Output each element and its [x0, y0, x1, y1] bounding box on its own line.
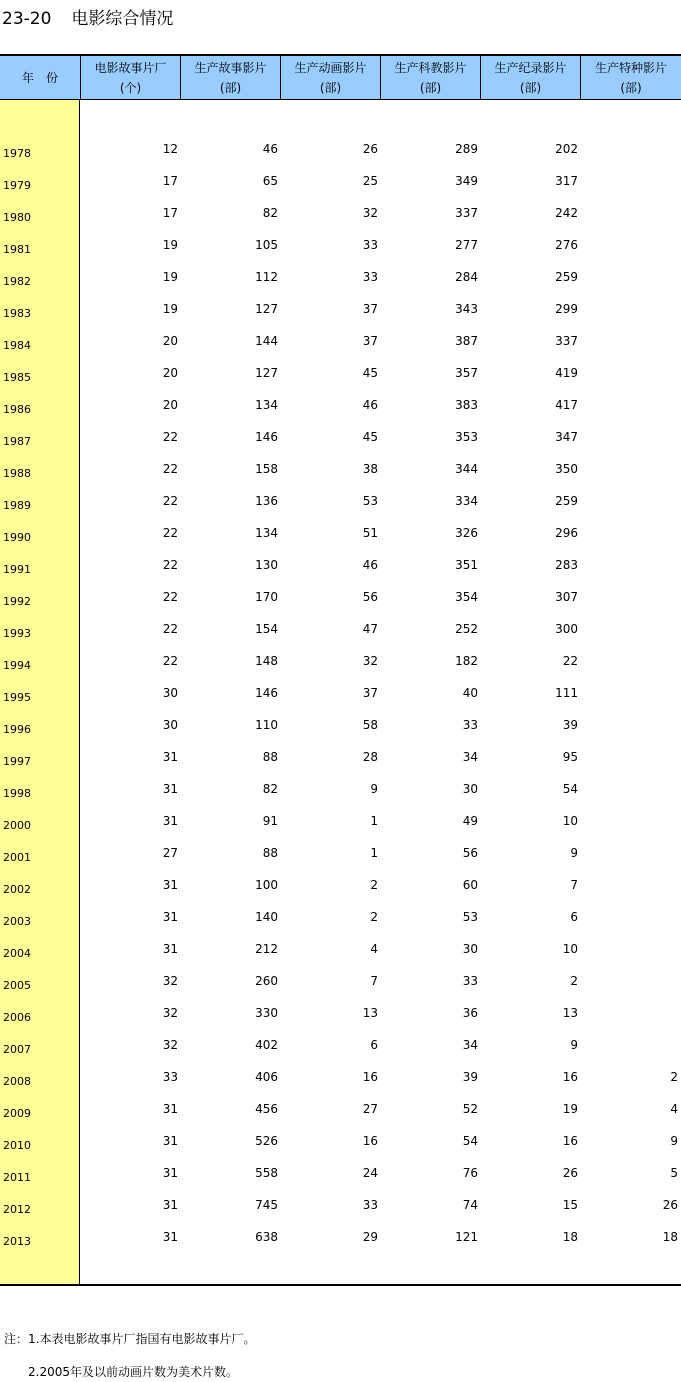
- table-row: [0, 653, 681, 685]
- value-cell: 29: [362, 1230, 378, 1244]
- year-cell: 1984: [3, 339, 31, 352]
- value-cell: 30: [162, 686, 178, 700]
- value-cell: 32: [162, 1038, 178, 1052]
- value-cell: 47: [362, 622, 378, 636]
- value-cell: 32: [162, 974, 178, 988]
- value-cell: 22: [162, 558, 178, 572]
- year-cell: 1986: [3, 403, 31, 416]
- year-cell: 1981: [3, 243, 31, 256]
- value-cell: 10: [562, 814, 578, 828]
- table-row: [0, 909, 681, 941]
- column-header: [80, 56, 180, 100]
- value-cell: 259: [555, 270, 578, 284]
- value-cell: 100: [255, 878, 278, 892]
- value-cell: 317: [555, 174, 578, 188]
- value-cell: 9: [570, 846, 578, 860]
- year-cell: 2008: [3, 1075, 31, 1088]
- value-cell: 39: [462, 1070, 478, 1084]
- value-cell: 95: [562, 750, 578, 764]
- value-cell: 60: [462, 878, 478, 892]
- year-cell: 1998: [3, 787, 31, 800]
- footnote-1: 注：1.本表电影故事片厂指国有电影故事片厂。: [4, 1332, 256, 1346]
- year-cell: 2004: [3, 947, 31, 960]
- value-cell: 19: [162, 302, 178, 316]
- value-cell: 32: [362, 654, 378, 668]
- value-cell: 25: [362, 174, 378, 188]
- year-cell: 1988: [3, 467, 31, 480]
- table-row: [0, 749, 681, 781]
- year-cell: 2010: [3, 1139, 31, 1152]
- year-cell: 1983: [3, 307, 31, 320]
- value-cell: 170: [255, 590, 278, 604]
- year-cell: 2003: [3, 915, 31, 928]
- value-cell: 110: [255, 718, 278, 732]
- value-cell: 74: [462, 1198, 478, 1212]
- year-cell: 1997: [3, 755, 31, 768]
- value-cell: 33: [362, 270, 378, 284]
- table-row: [0, 877, 681, 909]
- year-cell: 1996: [3, 723, 31, 736]
- value-cell: 31: [162, 910, 178, 924]
- value-cell: 326: [455, 526, 478, 540]
- table-row: [0, 845, 681, 877]
- year-cell: 2001: [3, 851, 31, 864]
- value-cell: 299: [555, 302, 578, 316]
- value-cell: 56: [462, 846, 478, 860]
- value-cell: 349: [455, 174, 478, 188]
- value-cell: 16: [562, 1134, 578, 1148]
- value-cell: 745: [255, 1198, 278, 1212]
- value-cell: 46: [262, 142, 278, 156]
- table-row: [0, 173, 681, 205]
- column-header: [280, 56, 380, 100]
- table-row: [0, 1101, 681, 1133]
- value-cell: 337: [455, 206, 478, 220]
- value-cell: 144: [255, 334, 278, 348]
- value-cell: 39: [562, 718, 578, 732]
- value-cell: 146: [255, 430, 278, 444]
- value-cell: 134: [255, 398, 278, 412]
- year-cell: 2002: [3, 883, 31, 896]
- value-cell: 20: [162, 366, 178, 380]
- year-cell: 2005: [3, 979, 31, 992]
- value-cell: 402: [255, 1038, 278, 1052]
- year-cell: 1989: [3, 499, 31, 512]
- table-number: 23-20: [2, 9, 52, 29]
- value-cell: 46: [362, 558, 378, 572]
- year-cell: 1990: [3, 531, 31, 544]
- value-cell: 22: [162, 430, 178, 444]
- value-cell: 344: [455, 462, 478, 476]
- table-row: [0, 461, 681, 493]
- column-header-name: 生产特种影片: [594, 61, 667, 75]
- value-cell: 337: [555, 334, 578, 348]
- value-cell: 18: [662, 1230, 678, 1244]
- value-cell: 53: [462, 910, 478, 924]
- value-cell: 22: [162, 494, 178, 508]
- value-cell: 406: [255, 1070, 278, 1084]
- table-row: [0, 525, 681, 557]
- value-cell: 330: [255, 1006, 278, 1020]
- column-header-unit: (个): [119, 81, 142, 95]
- column-header-name: 生产故事影片: [194, 61, 267, 75]
- table-row: [0, 1037, 681, 1069]
- column-header-unit: (部): [519, 81, 542, 95]
- value-cell: 158: [255, 462, 278, 476]
- table-row: [0, 269, 681, 301]
- value-cell: 31: [162, 750, 178, 764]
- value-cell: 32: [362, 206, 378, 220]
- value-cell: 387: [455, 334, 478, 348]
- value-cell: 13: [562, 1006, 578, 1020]
- value-cell: 277: [455, 238, 478, 252]
- year-cell: 1980: [3, 211, 31, 224]
- value-cell: 26: [662, 1198, 678, 1212]
- value-cell: 58: [362, 718, 378, 732]
- value-cell: 88: [262, 846, 278, 860]
- value-cell: 28: [362, 750, 378, 764]
- table-row: [0, 1133, 681, 1165]
- value-cell: 283: [555, 558, 578, 572]
- year-cell: 1991: [3, 563, 31, 576]
- value-cell: 17: [162, 174, 178, 188]
- value-cell: 22: [162, 654, 178, 668]
- value-cell: 51: [362, 526, 378, 540]
- value-cell: 22: [562, 654, 578, 668]
- table-row: [0, 1005, 681, 1037]
- value-cell: 22: [162, 590, 178, 604]
- value-cell: 9: [570, 1038, 578, 1052]
- value-cell: 12: [162, 142, 178, 156]
- table-row: [0, 301, 681, 333]
- column-header: [480, 56, 580, 100]
- value-cell: 88: [262, 750, 278, 764]
- value-cell: 20: [162, 334, 178, 348]
- value-cell: 76: [462, 1166, 478, 1180]
- value-cell: 6: [370, 1038, 378, 1052]
- value-cell: 7: [570, 878, 578, 892]
- value-cell: 242: [555, 206, 578, 220]
- value-cell: 30: [162, 718, 178, 732]
- table-row: [0, 205, 681, 237]
- value-cell: 82: [262, 206, 278, 220]
- value-cell: 1: [370, 846, 378, 860]
- value-cell: 65: [262, 174, 278, 188]
- value-cell: 419: [555, 366, 578, 380]
- table-row: [0, 1165, 681, 1197]
- value-cell: 31: [162, 782, 178, 796]
- value-cell: 16: [362, 1134, 378, 1148]
- value-cell: 353: [455, 430, 478, 444]
- value-cell: 31: [162, 1230, 178, 1244]
- value-cell: 5: [670, 1166, 678, 1180]
- value-cell: 33: [462, 974, 478, 988]
- column-header: [0, 56, 80, 100]
- value-cell: 2: [670, 1070, 678, 1084]
- year-cell: 1982: [3, 275, 31, 288]
- value-cell: 27: [162, 846, 178, 860]
- footnote-2: 2.2005年及以前动画片数为美术片数。: [28, 1365, 238, 1379]
- value-cell: 31: [162, 814, 178, 828]
- value-cell: 37: [362, 334, 378, 348]
- value-cell: 9: [670, 1134, 678, 1148]
- value-cell: 357: [455, 366, 478, 380]
- value-cell: 350: [555, 462, 578, 476]
- value-cell: 343: [455, 302, 478, 316]
- column-header-name: 生产科教影片: [394, 61, 467, 75]
- table-row: [0, 621, 681, 653]
- value-cell: 37: [362, 686, 378, 700]
- value-cell: 526: [255, 1134, 278, 1148]
- value-cell: 33: [162, 1070, 178, 1084]
- column-header-name: 生产纪录影片: [494, 61, 567, 75]
- value-cell: 296: [555, 526, 578, 540]
- column-header-unit: (部): [219, 81, 242, 95]
- table-title: 电影综合情况: [71, 9, 174, 29]
- value-cell: 13: [362, 1006, 378, 1020]
- year-cell: 1985: [3, 371, 31, 384]
- value-cell: 26: [362, 142, 378, 156]
- year-cell: 1995: [3, 691, 31, 704]
- value-cell: 300: [555, 622, 578, 636]
- value-cell: 289: [455, 142, 478, 156]
- film-statistics-table: [0, 54, 681, 1286]
- value-cell: 9: [370, 782, 378, 796]
- table-row: [0, 1229, 681, 1261]
- table-body: [0, 100, 681, 1286]
- value-cell: 16: [362, 1070, 378, 1084]
- year-cell: 1979: [3, 179, 31, 192]
- value-cell: 15: [562, 1198, 578, 1212]
- year-cell: 2007: [3, 1043, 31, 1056]
- year-cell: 1994: [3, 659, 31, 672]
- column-header-name: 生产动画影片: [294, 61, 367, 75]
- table-header: [0, 54, 681, 100]
- year-cell: 1987: [3, 435, 31, 448]
- table-row: [0, 397, 681, 429]
- column-header-name: 年 份: [21, 71, 58, 85]
- value-cell: 19: [562, 1102, 578, 1116]
- year-cell: 2011: [3, 1171, 31, 1184]
- value-cell: 22: [162, 462, 178, 476]
- value-cell: 36: [462, 1006, 478, 1020]
- table-row: [0, 973, 681, 1005]
- value-cell: 136: [255, 494, 278, 508]
- value-cell: 31: [162, 1198, 178, 1212]
- value-cell: 417: [555, 398, 578, 412]
- page-title: [2, 4, 173, 29]
- value-cell: 26: [562, 1166, 578, 1180]
- value-cell: 2: [370, 878, 378, 892]
- value-cell: 27: [362, 1102, 378, 1116]
- value-cell: 82: [262, 782, 278, 796]
- table-row: [0, 429, 681, 461]
- column-header: [380, 56, 480, 100]
- value-cell: 111: [555, 686, 578, 700]
- value-cell: 22: [162, 526, 178, 540]
- value-cell: 351: [455, 558, 478, 572]
- value-cell: 383: [455, 398, 478, 412]
- value-cell: 7: [370, 974, 378, 988]
- value-cell: 45: [362, 366, 378, 380]
- value-cell: 212: [255, 942, 278, 956]
- value-cell: 121: [455, 1230, 478, 1244]
- value-cell: 45: [362, 430, 378, 444]
- value-cell: 4: [670, 1102, 678, 1116]
- value-cell: 6: [570, 910, 578, 924]
- value-cell: 307: [555, 590, 578, 604]
- value-cell: 49: [462, 814, 478, 828]
- value-cell: 127: [255, 302, 278, 316]
- value-cell: 33: [462, 718, 478, 732]
- value-cell: 54: [562, 782, 578, 796]
- value-cell: 17: [162, 206, 178, 220]
- year-cell: 1993: [3, 627, 31, 640]
- value-cell: 34: [462, 1038, 478, 1052]
- column-header-unit: (部): [319, 81, 342, 95]
- table-row: [0, 1069, 681, 1101]
- table-row: [0, 1197, 681, 1229]
- value-cell: 4: [370, 942, 378, 956]
- table-row: [0, 685, 681, 717]
- value-cell: 30: [462, 782, 478, 796]
- table-row: [0, 781, 681, 813]
- value-cell: 182: [455, 654, 478, 668]
- value-cell: 19: [162, 270, 178, 284]
- value-cell: 202: [555, 142, 578, 156]
- table-row: [0, 141, 681, 173]
- value-cell: 34: [462, 750, 478, 764]
- value-cell: 56: [362, 590, 378, 604]
- table-row: [0, 493, 681, 525]
- value-cell: 19: [162, 238, 178, 252]
- value-cell: 33: [362, 238, 378, 252]
- value-cell: 31: [162, 942, 178, 956]
- value-cell: 112: [255, 270, 278, 284]
- table-row: [0, 333, 681, 365]
- value-cell: 456: [255, 1102, 278, 1116]
- column-header-name: 电影故事片厂: [94, 61, 167, 75]
- year-cell: 1992: [3, 595, 31, 608]
- value-cell: 284: [455, 270, 478, 284]
- table-row: [0, 717, 681, 749]
- value-cell: 53: [362, 494, 378, 508]
- column-header: [580, 56, 681, 100]
- table-row: [0, 557, 681, 589]
- value-cell: 40: [462, 686, 478, 700]
- value-cell: 54: [462, 1134, 478, 1148]
- column-header: [180, 56, 280, 100]
- value-cell: 24: [362, 1166, 378, 1180]
- value-cell: 31: [162, 878, 178, 892]
- value-cell: 31: [162, 1102, 178, 1116]
- table-row: [0, 589, 681, 621]
- value-cell: 347: [555, 430, 578, 444]
- value-cell: 38: [362, 462, 378, 476]
- value-cell: 33: [362, 1198, 378, 1212]
- value-cell: 16: [562, 1070, 578, 1084]
- value-cell: 334: [455, 494, 478, 508]
- column-header-unit: (部): [419, 81, 442, 95]
- value-cell: 30: [462, 942, 478, 956]
- value-cell: 31: [162, 1166, 178, 1180]
- value-cell: 558: [255, 1166, 278, 1180]
- table-row: [0, 365, 681, 397]
- value-cell: 140: [255, 910, 278, 924]
- year-cell: 2000: [3, 819, 31, 832]
- value-cell: 154: [255, 622, 278, 636]
- value-cell: 276: [555, 238, 578, 252]
- value-cell: 252: [455, 622, 478, 636]
- table-row: [0, 813, 681, 845]
- year-cell: 2013: [3, 1235, 31, 1248]
- value-cell: 37: [362, 302, 378, 316]
- year-cell: 1978: [3, 147, 31, 160]
- value-cell: 259: [555, 494, 578, 508]
- value-cell: 46: [362, 398, 378, 412]
- value-cell: 10: [562, 942, 578, 956]
- value-cell: 18: [562, 1230, 578, 1244]
- value-cell: 2: [570, 974, 578, 988]
- footnotes: [4, 1330, 255, 1380]
- value-cell: 354: [455, 590, 478, 604]
- value-cell: 105: [255, 238, 278, 252]
- column-header-unit: (部): [620, 81, 642, 95]
- value-cell: 20: [162, 398, 178, 412]
- value-cell: 31: [162, 1134, 178, 1148]
- value-cell: 134: [255, 526, 278, 540]
- year-cell: 2009: [3, 1107, 31, 1120]
- value-cell: 32: [162, 1006, 178, 1020]
- table-row: [0, 237, 681, 269]
- table-row: [0, 941, 681, 973]
- value-cell: 148: [255, 654, 278, 668]
- value-cell: 260: [255, 974, 278, 988]
- value-cell: 127: [255, 366, 278, 380]
- value-cell: 1: [370, 814, 378, 828]
- value-cell: 146: [255, 686, 278, 700]
- value-cell: 52: [462, 1102, 478, 1116]
- value-cell: 22: [162, 622, 178, 636]
- value-cell: 91: [262, 814, 278, 828]
- value-cell: 130: [255, 558, 278, 572]
- value-cell: 638: [255, 1230, 278, 1244]
- year-cell: 2006: [3, 1011, 31, 1024]
- value-cell: 2: [370, 910, 378, 924]
- year-cell: 2012: [3, 1203, 31, 1216]
